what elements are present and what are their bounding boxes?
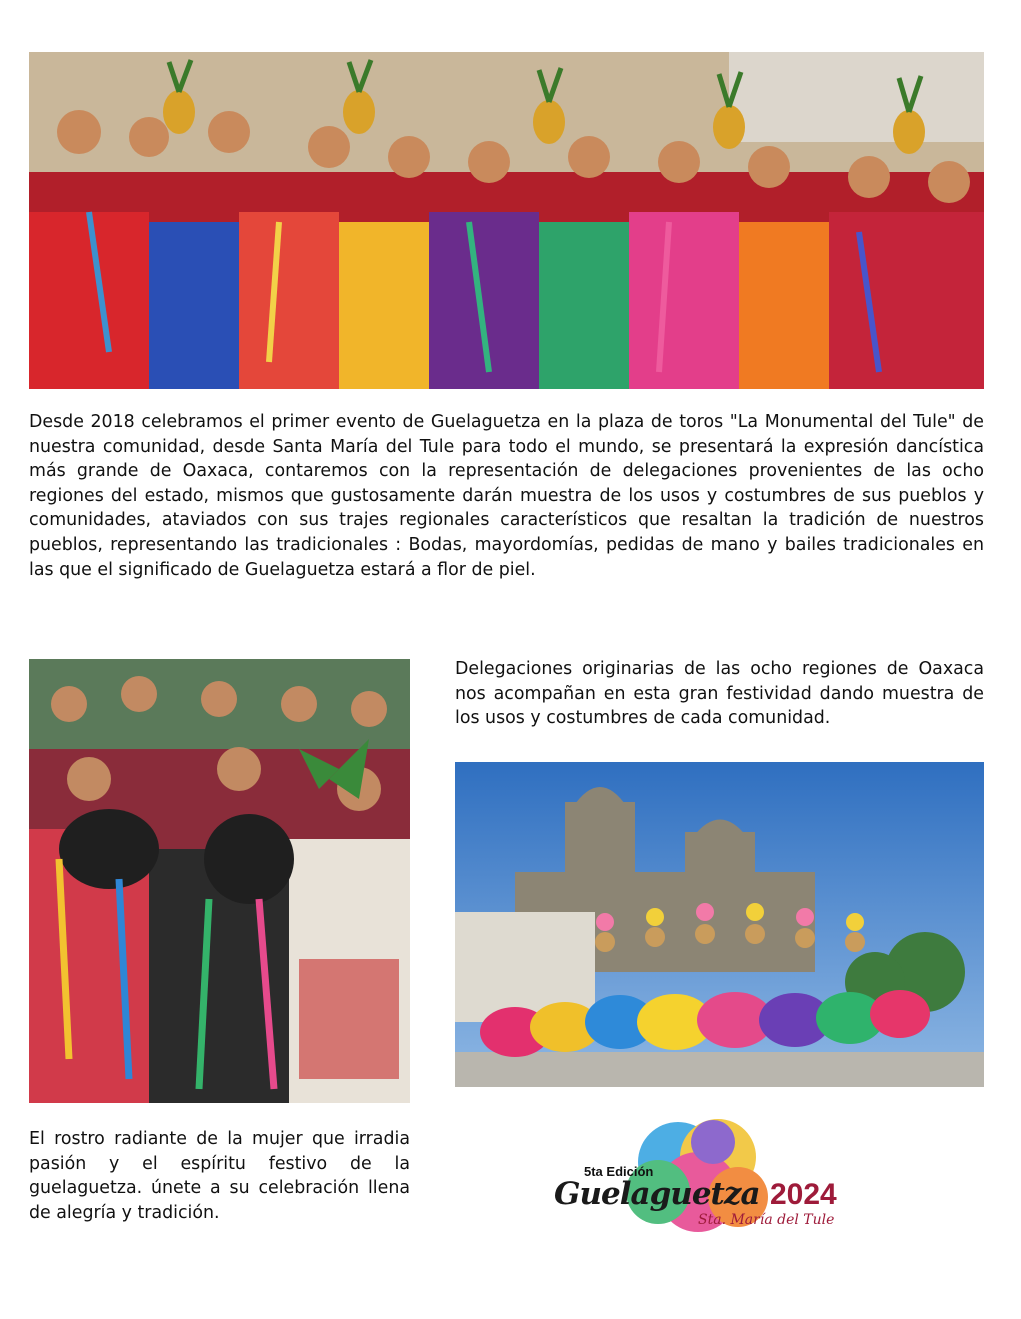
guelaguetza-logo (548, 1112, 848, 1247)
logo-year: 2024 (770, 1178, 837, 1211)
delegaciones-paragraph: Delegaciones originarias de las ocho regiones de Oaxaca nos acompañan en esta gran festividad dando muestra de los usos y costumbres de cada comunidad. (455, 659, 984, 729)
logo-place: Sta. María del Tule (698, 1212, 835, 1228)
hero-dancers-photo (29, 52, 984, 389)
church-dancers-photo (455, 762, 984, 1087)
women-group-photo (29, 659, 410, 1103)
logo-name: Guelaguetza (554, 1176, 760, 1212)
logo-edition: 5ta Edición (584, 1164, 654, 1179)
rostro-paragraph: El rostro radiante de la mujer que irradia pasión y el espíritu festivo de la guelaguetza. únete a su celebración llena de alegría y tradición. (29, 1129, 410, 1223)
intro-paragraph: Desde 2018 celebramos el primer evento de Guelaguetza en la plaza de toros "La Monumental del Tule" de nuestra comunidad, desde Santa María del Tule para todo el mundo, se presentará la expresión dancística más grande de Oaxaca, contaremos con la representación de delegaciones provenientes de las ocho regiones del estado, mismos que gustosamente darán muestra de los usos y costumbres de sus pueblos y comunidades, ataviados con sus trajes regionales característicos que resaltan la tradición de nuestros pueblos, representando las tradicionales : Bodas, mayordomías, pedidas de mano y bailes tradicionales en las que el significado de Guelaguetza estará a flor de piel. (29, 412, 984, 580)
